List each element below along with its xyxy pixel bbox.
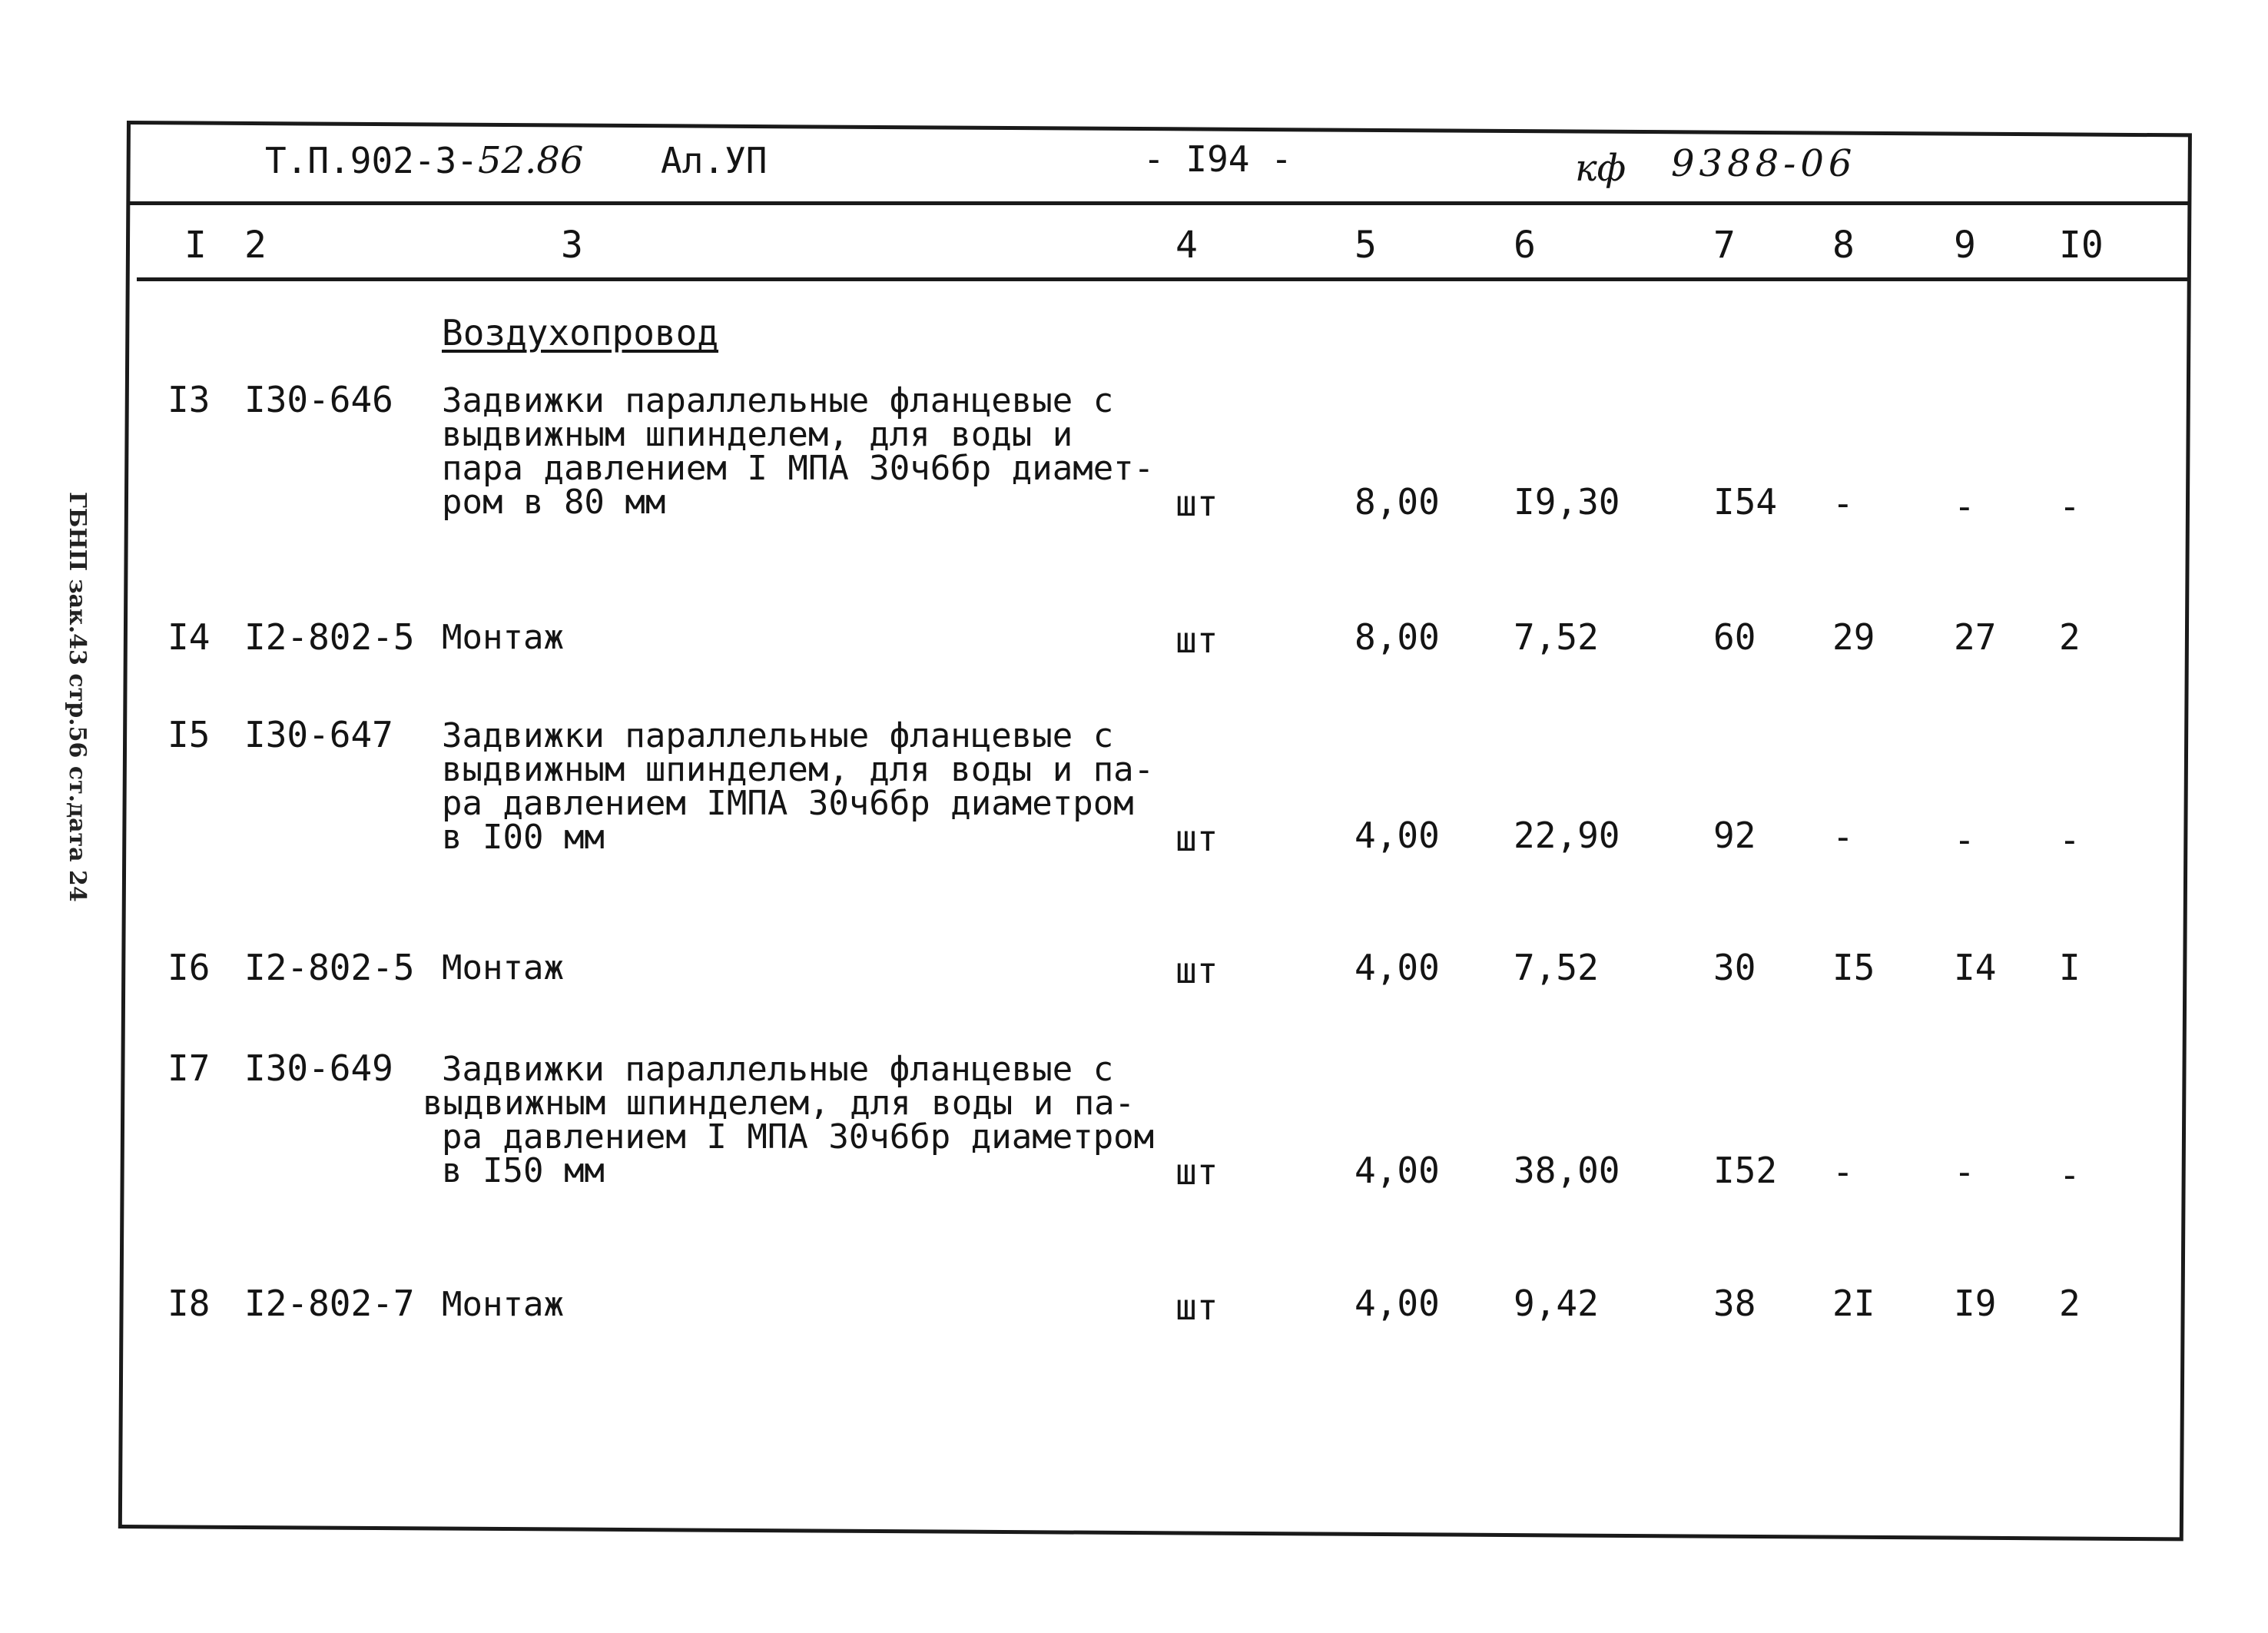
column-number-2: 2 — [244, 224, 267, 267]
row-col8: 2I — [1832, 1283, 1875, 1324]
column-number-5: 5 — [1354, 224, 1377, 267]
row-number: I3 — [167, 379, 211, 420]
row-description-line: Монтаж — [442, 948, 564, 987]
row-code: I30-649 — [244, 1047, 393, 1089]
row-code: I2-802-7 — [244, 1283, 415, 1324]
column-number-1: I — [184, 224, 207, 267]
row-total: 38 — [1713, 1283, 1756, 1324]
row-total: I54 — [1713, 481, 1778, 523]
header-divider — [129, 201, 2188, 205]
row-total: 30 — [1713, 947, 1756, 988]
row-col8: - — [1832, 483, 1854, 524]
row-col9: I4 — [1954, 947, 1997, 988]
album-label: Ал.УП — [661, 140, 768, 181]
row-description-line: Задвижки параллельные фланцевые с — [442, 1050, 1114, 1089]
row-price: I9,30 — [1514, 481, 1620, 523]
column-number-7: 7 — [1713, 224, 1736, 267]
row-quantity: 8,00 — [1354, 616, 1440, 658]
reference-number: 9388-06 — [1671, 142, 1857, 185]
row-col10: - — [2059, 1154, 2081, 1196]
row-col8: I5 — [1832, 947, 1875, 988]
row-col10: - — [2059, 486, 2081, 527]
row-code: I30-647 — [244, 714, 393, 755]
reference-prefix: кф — [1575, 147, 1626, 190]
row-unit: шт — [1175, 950, 1219, 991]
row-number: I4 — [167, 616, 211, 658]
section-title: Воздухопровод — [442, 312, 719, 353]
row-description-line: в I50 мм — [442, 1151, 605, 1190]
row-col9: - — [1954, 819, 1975, 861]
row-description-line: ра давлением I МПА 30ч6бр диаметром — [442, 1117, 1155, 1157]
row-total: I52 — [1713, 1150, 1778, 1191]
column-header-divider — [137, 277, 2190, 281]
column-number-6: 6 — [1514, 224, 1536, 267]
row-col10: 2 — [2059, 616, 2081, 658]
row-unit: шт — [1175, 1286, 1219, 1328]
row-number: I6 — [167, 947, 211, 988]
row-description-line: выдвижным шпинделем, для воды и па- — [423, 1084, 1136, 1123]
row-quantity: 4,00 — [1354, 1283, 1440, 1324]
column-number-9: 9 — [1954, 224, 1976, 267]
column-number-10: I0 — [2059, 224, 2104, 267]
row-description-line: в I00 мм — [442, 818, 605, 857]
row-number: I5 — [167, 714, 211, 755]
row-price: 7,52 — [1514, 947, 1599, 988]
row-col9: 27 — [1954, 616, 1997, 658]
doc-code: Т.П.902-3-52.86 — [265, 139, 584, 182]
table-frame — [118, 121, 2192, 1541]
row-col10: I — [2059, 947, 2081, 988]
row-price: 38,00 — [1514, 1150, 1620, 1191]
row-total: 60 — [1713, 616, 1756, 658]
row-number: I8 — [167, 1283, 211, 1324]
row-quantity: 4,00 — [1354, 815, 1440, 856]
row-quantity: 4,00 — [1354, 947, 1440, 988]
column-number-8: 8 — [1832, 224, 1855, 267]
column-number-3: 3 — [561, 224, 583, 267]
row-col8: - — [1832, 1151, 1854, 1193]
row-unit: шт — [1175, 818, 1219, 859]
row-description-line: выдвижным шпинделем, для воды и па- — [442, 750, 1155, 789]
row-col10: 2 — [2059, 1283, 2081, 1324]
row-number: I7 — [167, 1047, 211, 1089]
row-quantity: 8,00 — [1354, 481, 1440, 523]
row-col9: I9 — [1954, 1283, 1997, 1324]
row-description-line: выдвижным шпинделем, для воды и — [442, 415, 1073, 454]
row-description-line: Монтаж — [442, 618, 564, 657]
row-col8: 29 — [1832, 616, 1875, 658]
row-price: 7,52 — [1514, 616, 1599, 658]
row-total: 92 — [1713, 815, 1756, 856]
row-col8: - — [1832, 816, 1854, 858]
side-stamp: ГБНП зак.43 стр.56 ст.дата 24 — [64, 492, 91, 902]
row-description-line: Задвижки параллельные фланцевые с — [442, 381, 1114, 420]
row-description-line: ра давлением IМПА 30ч6бр диаметром — [442, 784, 1134, 823]
column-number-4: 4 — [1175, 224, 1198, 267]
row-unit: шт — [1175, 1151, 1219, 1193]
row-col10: - — [2059, 819, 2081, 861]
row-unit: шт — [1175, 483, 1219, 524]
row-col9: - — [1954, 1151, 1975, 1193]
row-code: I30-646 — [244, 379, 393, 420]
row-price: 22,90 — [1514, 815, 1620, 856]
row-price: 9,42 — [1514, 1283, 1599, 1324]
row-description-line: Монтаж — [442, 1285, 564, 1324]
row-description-line: ром в 80 мм — [442, 483, 666, 522]
row-code: I2-802-5 — [244, 947, 415, 988]
row-description-line: пара давлением I МПА 30ч6бр диамет- — [442, 449, 1155, 488]
page-number: - I94 - — [1143, 138, 1292, 180]
row-code: I2-802-5 — [244, 616, 415, 658]
row-unit: шт — [1175, 619, 1219, 661]
row-description-line: Задвижки параллельные фланцевые с — [442, 716, 1114, 755]
row-col9: - — [1954, 486, 1975, 527]
row-quantity: 4,00 — [1354, 1150, 1440, 1191]
